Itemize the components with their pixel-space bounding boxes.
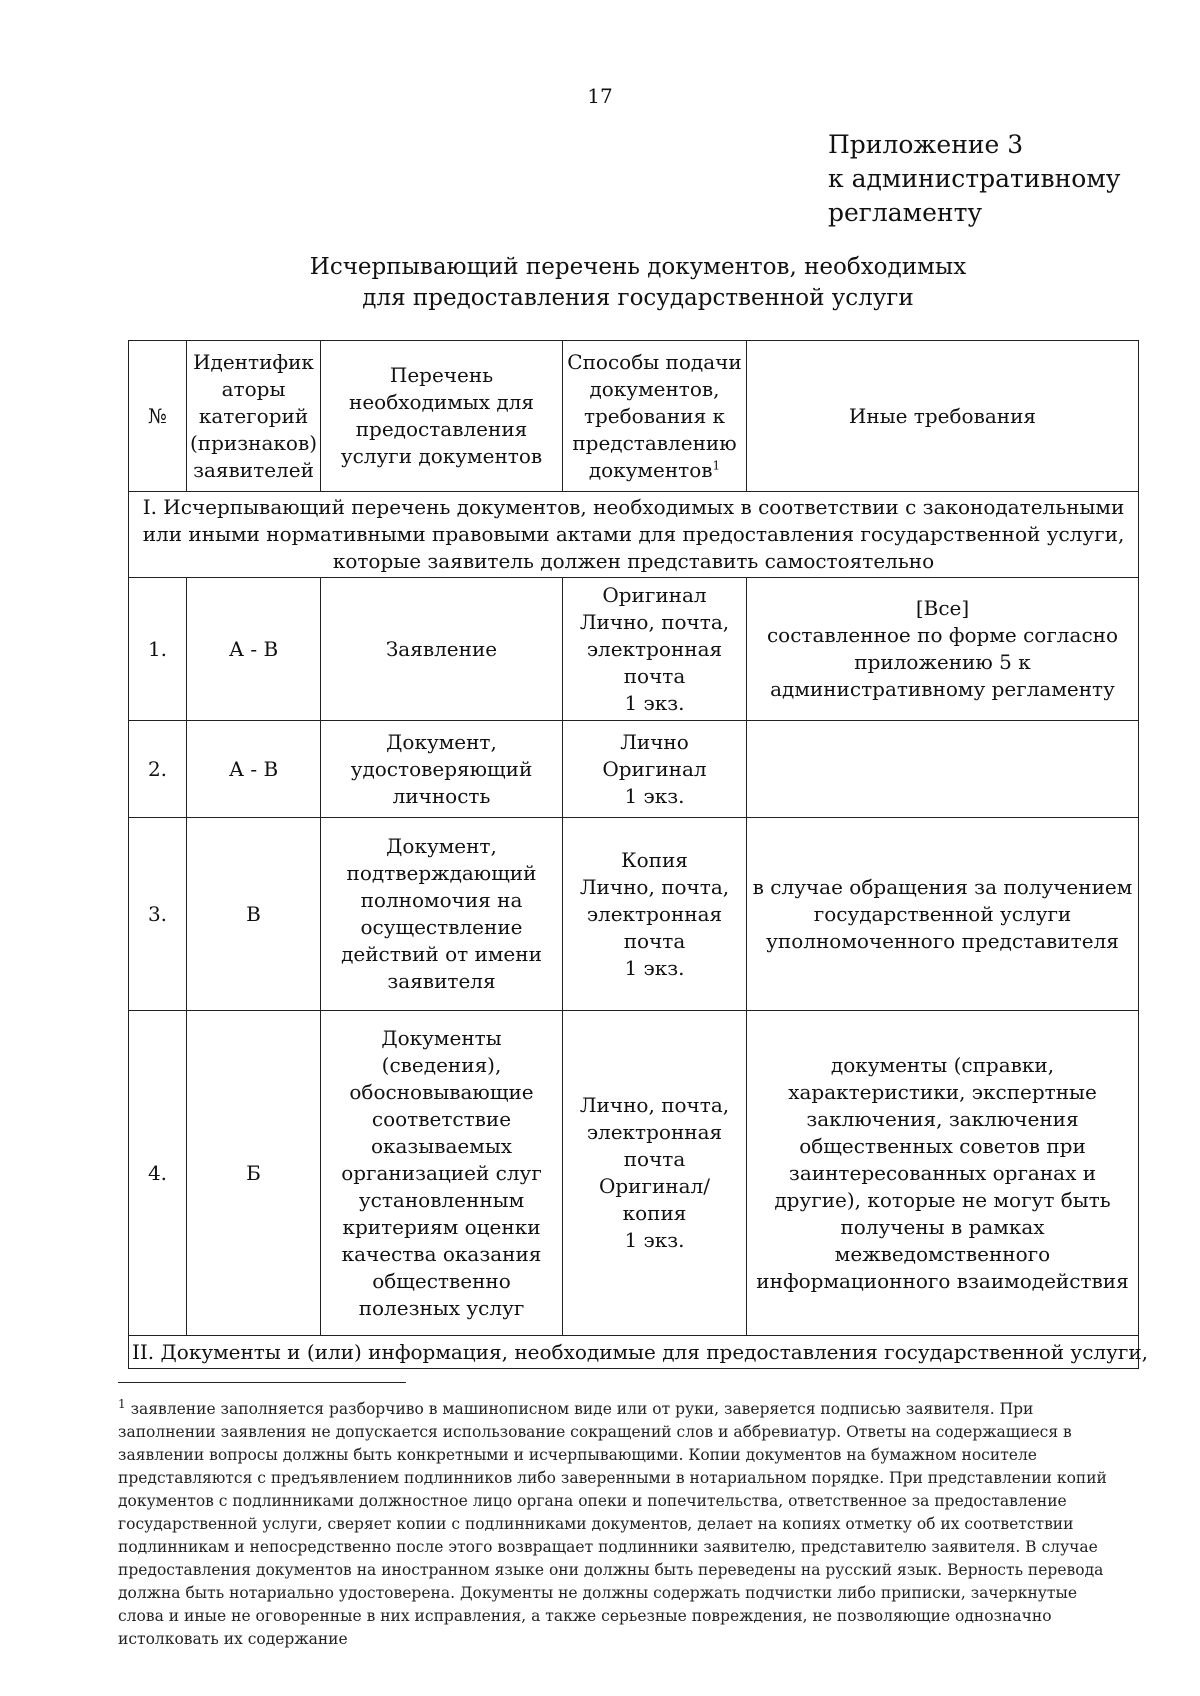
table-row (129, 721, 1139, 818)
section-2-title: II. Документы и (или) информация, необходимые для предоставления государственной услуги, (129, 1336, 1139, 1369)
row-document: Заявление (321, 578, 563, 721)
header-documents: Перечень необходимых для предоставления услуги документов (321, 341, 563, 492)
row-identifier: А - В (187, 578, 321, 721)
table-row (129, 578, 1139, 721)
row-number: 2. (129, 721, 187, 818)
row-other (747, 721, 1139, 818)
document-title (0, 252, 1200, 314)
title-line-2: для предоставления государственной услуги (362, 285, 914, 311)
page-number: 17 (587, 84, 613, 108)
appendix-line-1: Приложение 3 (828, 130, 1024, 159)
footnote-number: 1 (118, 1396, 126, 1411)
row-number: 4. (129, 1011, 187, 1336)
row-identifier: Б (187, 1011, 321, 1336)
row-other: [Все] составленное по форме согласно приложению 5 к административному регламенту (747, 578, 1139, 721)
table-header-row (129, 341, 1139, 492)
documents-table (128, 340, 1149, 1369)
header-identifiers: Идентифик аторы категорий (признаков) заявителей (187, 341, 321, 492)
footnote-mark: 1 (712, 457, 721, 472)
footnote (118, 1398, 1118, 1651)
row-method: Оригинал Лично, почта, электронная почта 1 экз. (563, 578, 747, 721)
row-method: Копия Лично, почта, электронная почта 1 экз. (563, 818, 747, 1011)
section-row-1 (129, 492, 1139, 578)
row-document: Документы (сведения), обосновывающие соответствие оказываемых организацией слуг установленным критериям оценки качества оказания общественно полезных услуг (321, 1011, 563, 1336)
row-method: Лично Оригинал 1 экз. (563, 721, 747, 818)
footnote-text: заявление заполняется разборчиво в машинописном виде или от руки, заверяется подписью заявителя. При заполнении заявления не допускается использование сокращений слов и аббревиатур. Ответы на содержащиеся в заявлении вопросы должны быть конкретными и исчерпывающими. Копии документов на бумажном носителе представляются с предъявлением подлинников либо заверенными в нотариальном порядке. При представлении копий документов с подлинниками должностное лицо органа опеки и попечительства, ответственное за предоставление государственной услуги, сверяет копии с подлинниками документов, делает на копиях отметку об их соответствии подлинникам и непосредственно после этого возвращает подлинники заявителю, представителю заявителя. В случае предоставления документов на иностранном языке они должны быть переведены на русский язык. Верность перевода должна быть нотариально удостоверена. Документы не должны содержать подчистки либо приписки, зачеркнутые слова и иные не оговоренные в них исправления, а также серьезные повреждения, не позволяющие однозначно истолковать их содержание (118, 1400, 1107, 1648)
title-line-1: Исчерпывающий перечень документов, необходимых (309, 254, 967, 280)
row-number: 1. (129, 578, 187, 721)
footnote-separator (118, 1382, 406, 1383)
row-other: документы (справки, характеристики, экспертные заключения, заключения общественных советов при заинтересованных органах и другие), которые не могут быть получены в рамках межведомственного информационного взаимодействия (747, 1011, 1139, 1336)
row-number: 3. (129, 818, 187, 1011)
appendix-line-3: регламенту (828, 198, 983, 227)
row-document: Документ, подтверждающий полномочия на осуществление действий от имени заявителя (321, 818, 563, 1011)
row-method: Лично, почта, электронная почта Оригинал/ копия 1 экз. (563, 1011, 747, 1336)
row-identifier: А - В (187, 721, 321, 818)
appendix-line-2: к административному (828, 164, 1121, 193)
row-identifier: В (187, 818, 321, 1011)
table-row (129, 1011, 1139, 1336)
row-other: в случае обращения за получением государственной услуги уполномоченного представителя (747, 818, 1139, 1011)
header-methods-text: Способы подачи документов, требования к представлению документов (567, 349, 742, 482)
header-number: № (129, 341, 187, 492)
header-other: Иные требования (747, 341, 1139, 492)
header-methods (563, 341, 747, 492)
section-row-2 (129, 1336, 1139, 1369)
row-document: Документ, удостоверяющий личность (321, 721, 563, 818)
table-row (129, 818, 1139, 1011)
section-1-title: I. Исчерпывающий перечень документов, необходимых в соответствии с законодательными или иными нормативными правовыми актами для предоставления государственной услуги, которые заявитель должен представить самостоятельно (129, 492, 1139, 578)
appendix-label (828, 128, 1120, 230)
